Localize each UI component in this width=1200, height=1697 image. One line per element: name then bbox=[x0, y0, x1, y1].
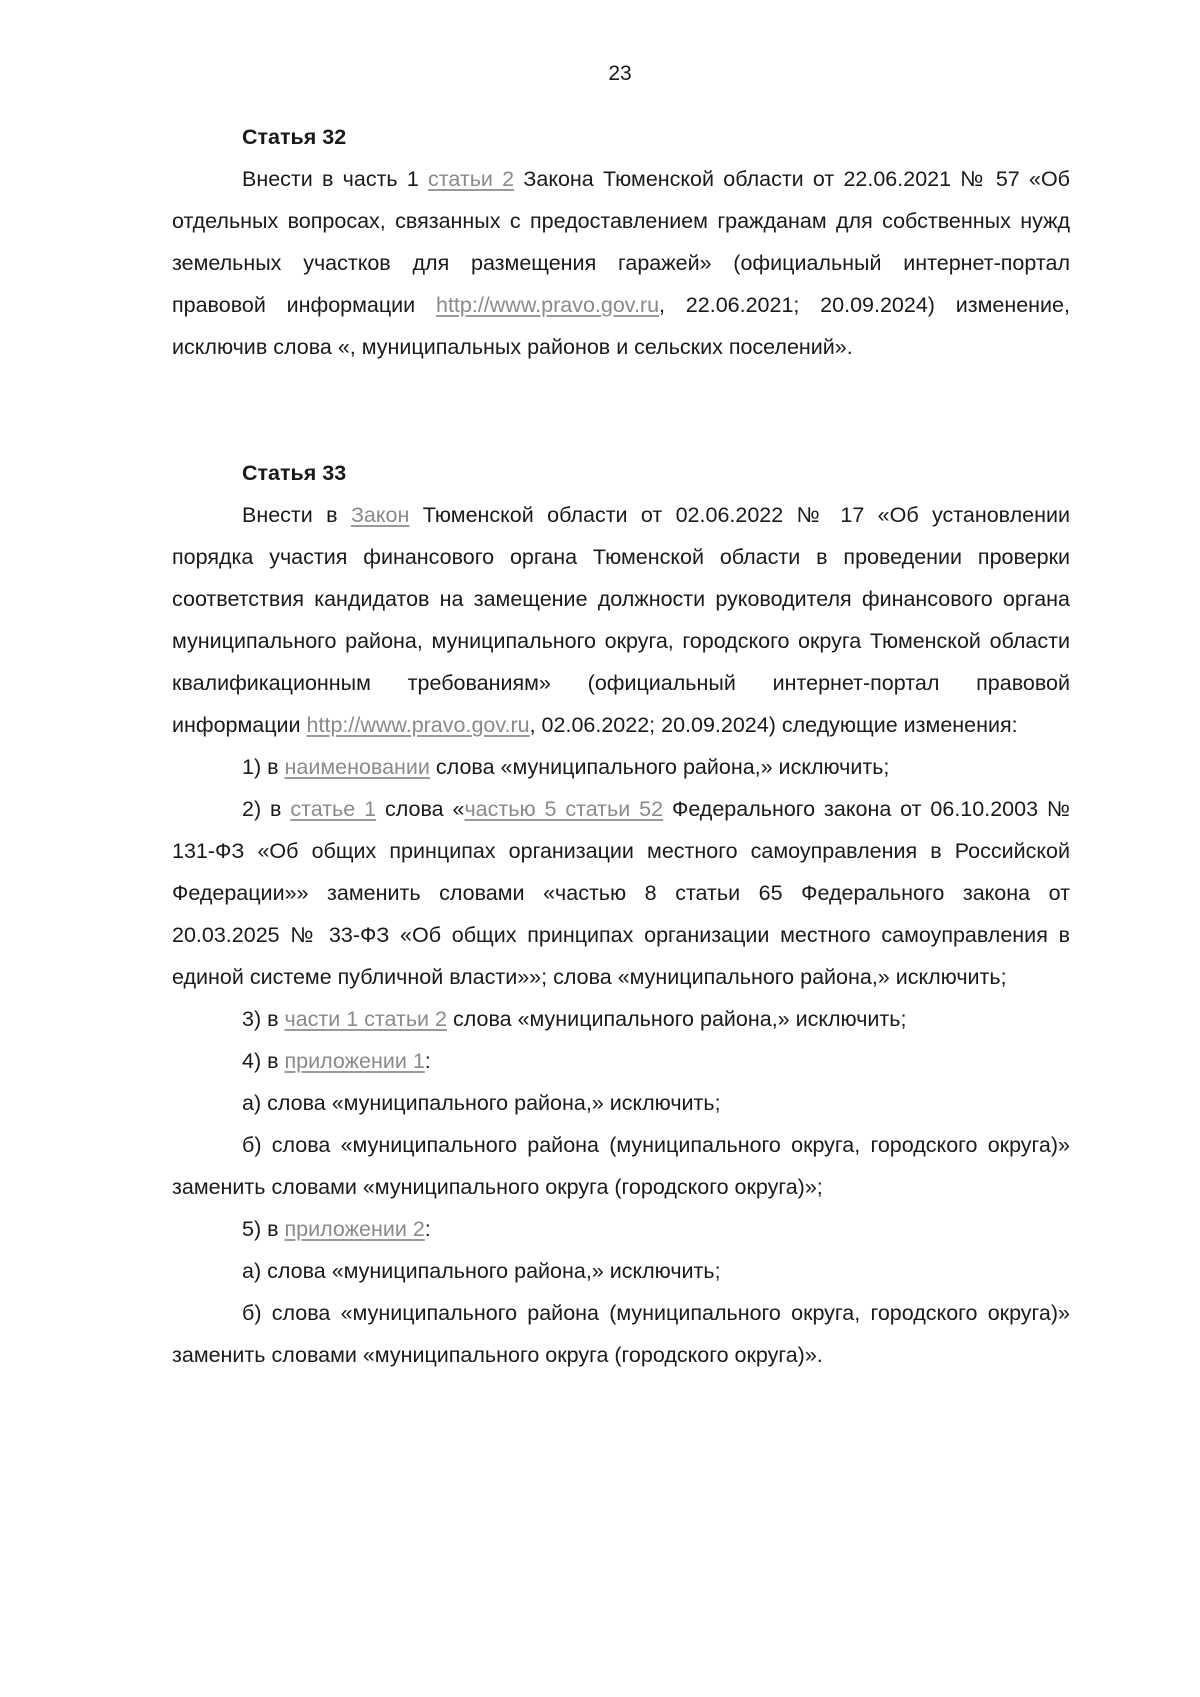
list-item-5a: а) слова «муниципального района,» исключить; bbox=[242, 1259, 721, 1283]
link-part-1-article-2[interactable]: части 1 статьи 2 bbox=[284, 1007, 447, 1031]
article-32-heading: Статья 32 bbox=[242, 125, 347, 149]
text-run: Федерального закона от 06.10.2003 № 131-ФЗ «Об общих принципах организации местного самоуправления в Российской Федерации»» заменить словами «частью 8 статьи 65 Федерального закона от 20.03.2025 № 33-ФЗ «Об общих принципах организации местного самоуправления в единой системе публичной власти»»; слова «муниципального района,» исключить; bbox=[172, 797, 1070, 989]
list-item-4a: а) слова «муниципального района,» исключить; bbox=[242, 1091, 721, 1115]
text-run: : bbox=[424, 1217, 431, 1241]
text-run: 3) в bbox=[242, 1007, 285, 1031]
list-item-2 bbox=[172, 788, 1070, 998]
text-run: 2) в bbox=[242, 797, 291, 821]
link-pravo-gov[interactable]: http://www.pravo.gov.ru bbox=[435, 293, 660, 317]
link-appendix-1[interactable]: приложении 1 bbox=[284, 1049, 425, 1073]
list-item-4 bbox=[172, 1040, 1070, 1082]
list-item-1 bbox=[172, 746, 1070, 788]
article-33-intro bbox=[172, 494, 1070, 746]
document-body bbox=[172, 116, 1070, 1376]
text-run: Закона Тюменской области от 22.06.2021 № 57 «Об отдельных вопросах, связанных с предоставлением гражданам для собственных нужд земельных участков для размещения гаражей» (официальный интернет-портал правовой информации bbox=[172, 167, 1070, 317]
text-run: 4) в bbox=[242, 1049, 285, 1073]
list-item-5b: б) слова «муниципального района (муниципального округа, городского округа)» заменить словами «муниципального округа (городского округа)». bbox=[172, 1301, 1070, 1367]
link-law[interactable]: Закон bbox=[350, 503, 410, 527]
page-number: 23 bbox=[608, 62, 632, 85]
text-run: 1) в bbox=[242, 755, 285, 779]
link-article-1[interactable]: статье 1 bbox=[290, 797, 377, 821]
article-32-paragraph bbox=[172, 158, 1070, 368]
text-run: слова «муниципального района,» исключить; bbox=[429, 755, 890, 779]
spacer bbox=[172, 410, 1070, 452]
list-item-5 bbox=[172, 1208, 1070, 1250]
text-run: , 22.06.2021; 20.09.2024) изменение, исключив слова «, муниципальных районов и сельских поселений». bbox=[172, 293, 1070, 359]
text-run: Внести в bbox=[242, 503, 351, 527]
article-33-heading: Статья 33 bbox=[242, 461, 347, 485]
text-run: : bbox=[424, 1049, 431, 1073]
text-run: слова « bbox=[376, 797, 465, 821]
link-title[interactable]: наименовании bbox=[284, 755, 430, 779]
text-run: Тюменской области от 02.06.2022 № 17 «Об установлении порядка участия финансового органа Тюменской области в проведении проверки соответствия кандидатов на замещение должности руководителя финансового органа муниципального района, муниципального округа, городского округа Тюменской области квалификационным требованиям» (официальный интернет-портал правовой информации bbox=[172, 503, 1070, 737]
link-article-2[interactable]: статьи 2 bbox=[428, 167, 515, 191]
spacer bbox=[172, 368, 1070, 410]
text-run: 5) в bbox=[242, 1217, 285, 1241]
link-part-5-article-52[interactable]: частью 5 статьи 52 bbox=[464, 797, 664, 821]
list-item-4b: б) слова «муниципального района (муниципального округа, городского округа)» заменить словами «муниципального округа (городского округа)»; bbox=[172, 1133, 1070, 1199]
list-item-3 bbox=[172, 998, 1070, 1040]
text-run: слова «муниципального района,» исключить; bbox=[447, 1007, 907, 1031]
text-run: Внести в часть 1 bbox=[242, 167, 429, 191]
link-pravo-gov[interactable]: http://www.pravo.gov.ru bbox=[306, 713, 530, 737]
link-appendix-2[interactable]: приложении 2 bbox=[284, 1217, 425, 1241]
text-run: , 02.06.2022; 20.09.2024) следующие изменения: bbox=[529, 713, 1018, 737]
